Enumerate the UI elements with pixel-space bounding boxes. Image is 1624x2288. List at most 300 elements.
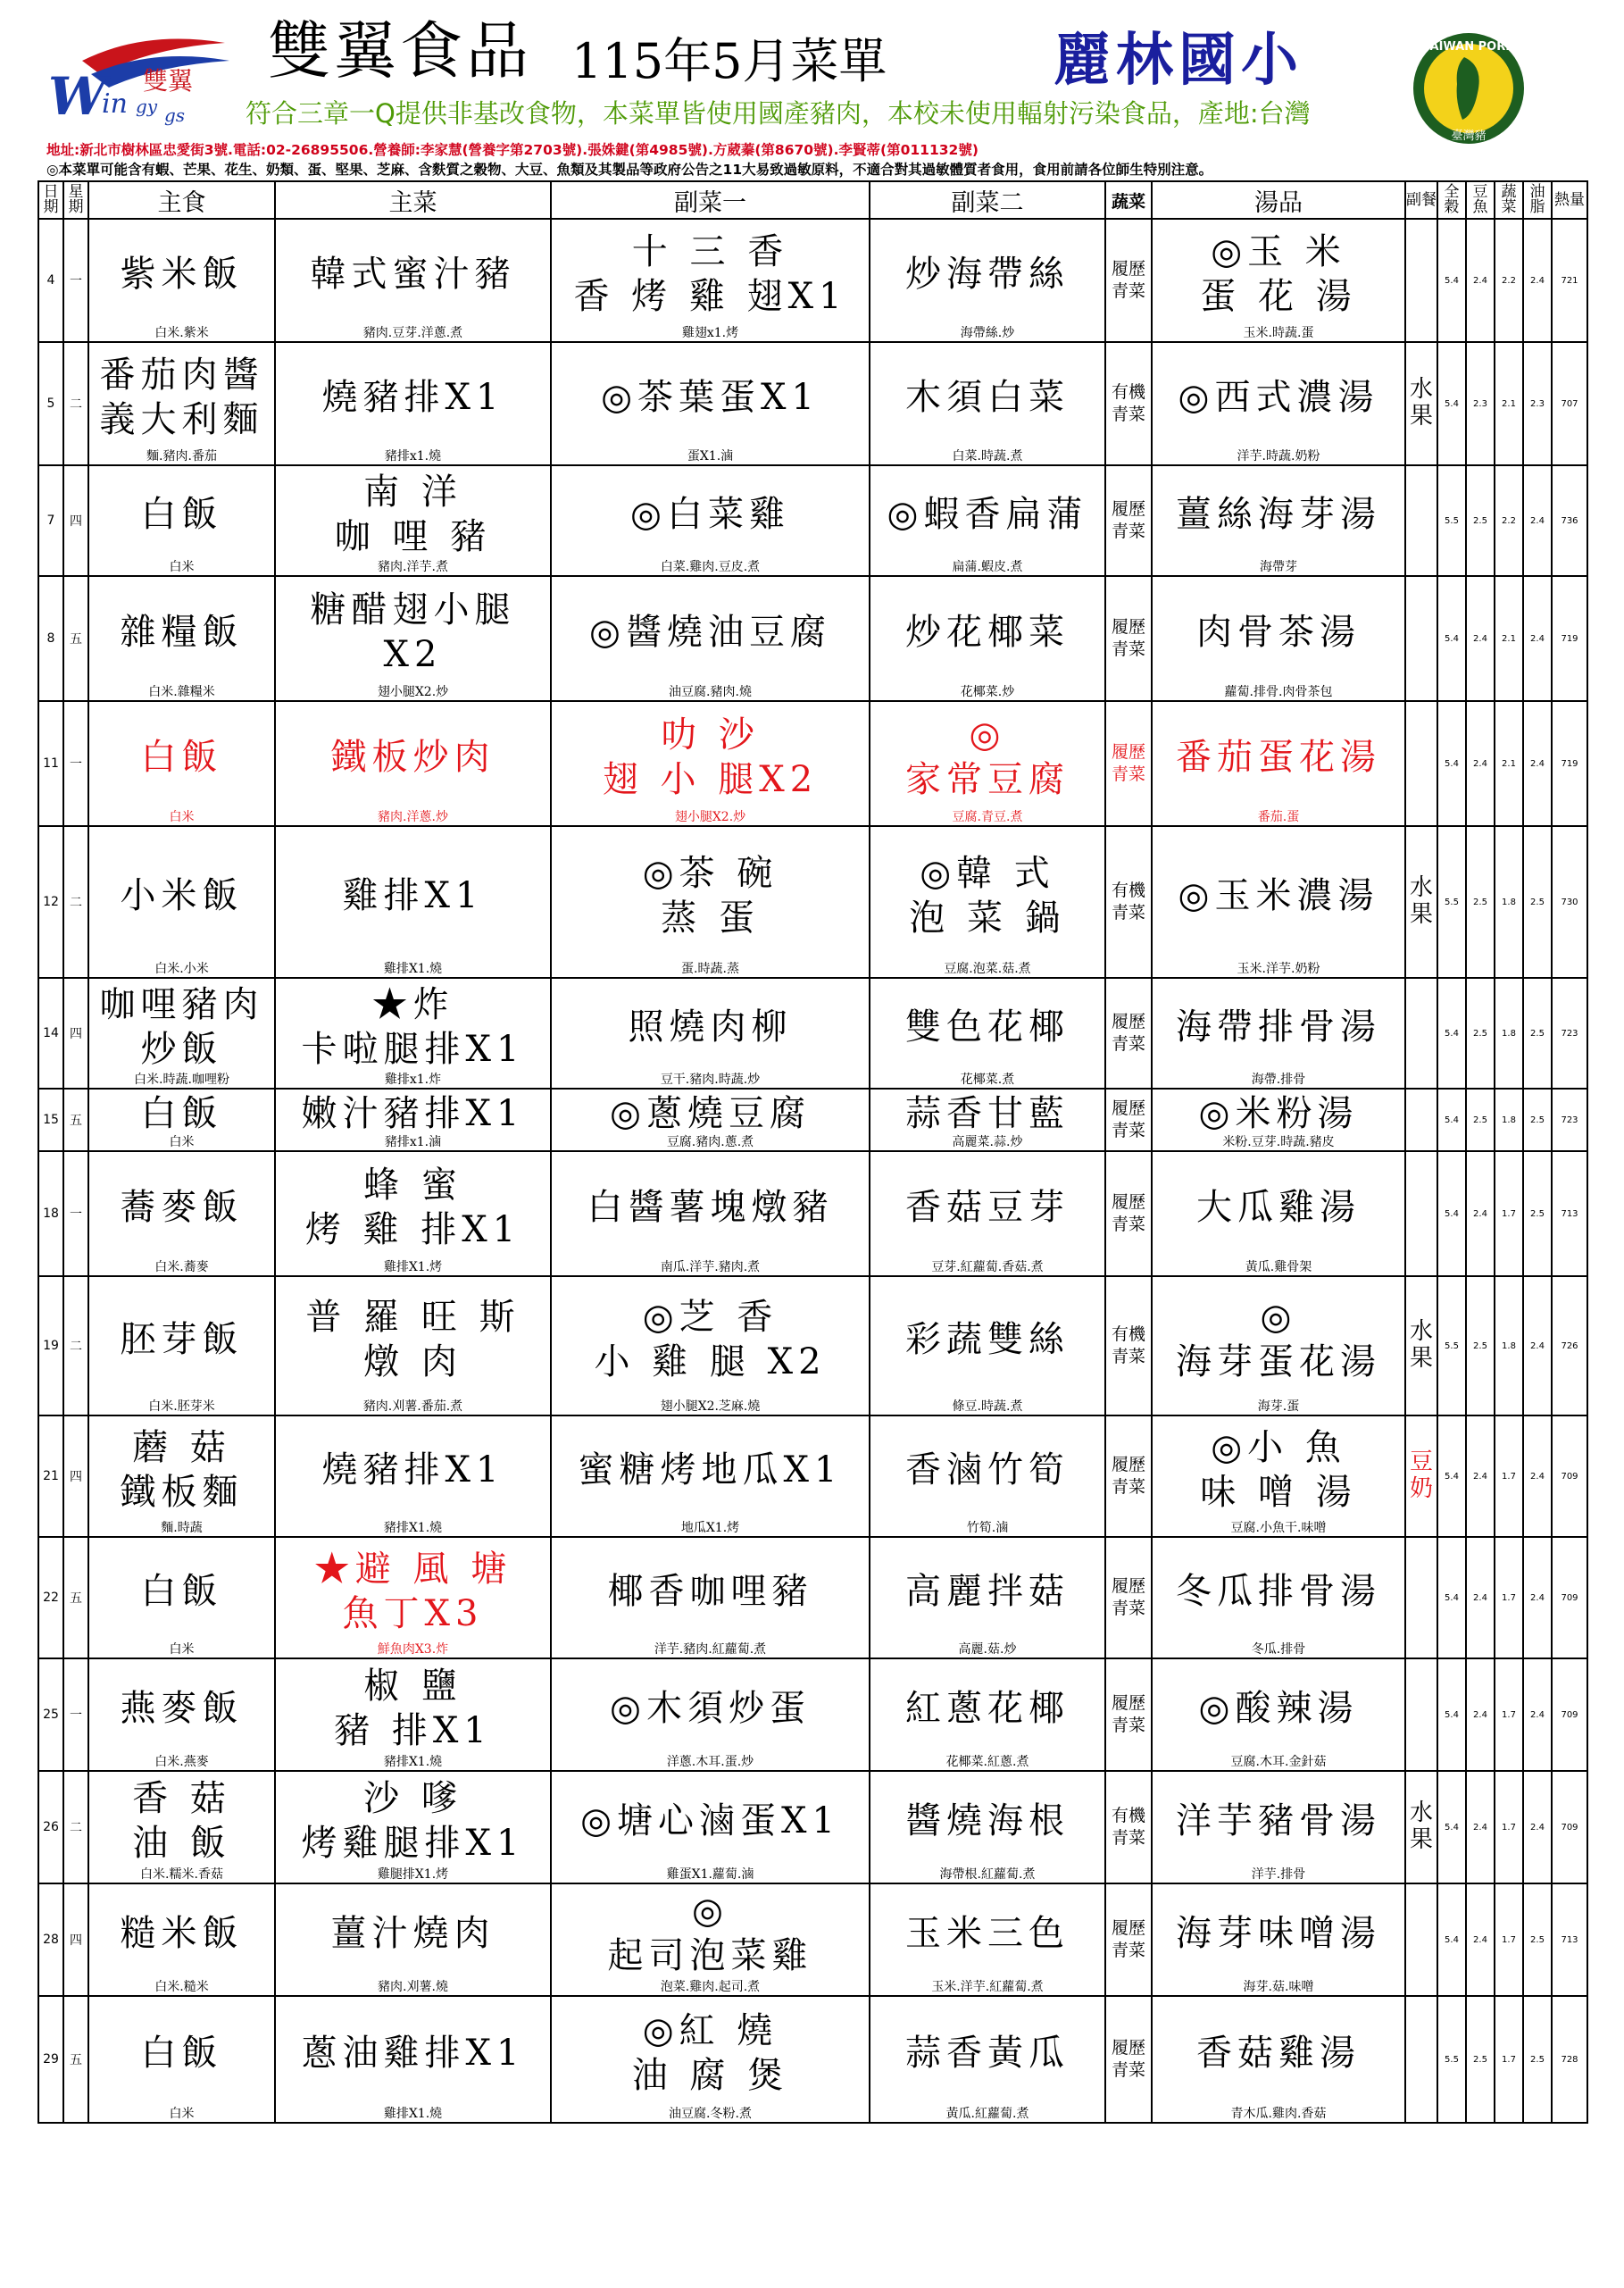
extra-cell: [1405, 1996, 1437, 2123]
calories-value: 709: [1552, 1771, 1587, 1883]
staple-ingredients: 麵.時蔬: [161, 1521, 203, 1535]
veg-cell: 有機 青菜: [1105, 1771, 1152, 1883]
side1-cell: [551, 1089, 870, 1151]
main-name: 韓式蜜汁豬: [310, 254, 516, 295]
main-name: 蔥油雞排X1: [301, 2033, 525, 2074]
protein-value: 2.4: [1466, 1771, 1495, 1883]
side2-name: 蒜香黃瓜: [905, 2033, 1070, 2074]
staple-ingredients: 白米.小米: [154, 962, 209, 976]
grain-value: 5.4: [1437, 1771, 1466, 1883]
row-date: 5: [38, 342, 63, 465]
side1-ingredients: 地瓜X1.烤: [680, 1521, 740, 1535]
row-weekday: 二: [63, 342, 88, 465]
company-logo: [46, 25, 243, 132]
veg-cell: 有機 青菜: [1105, 342, 1152, 465]
staple-ingredients: 白米: [169, 1642, 195, 1657]
side1-cell: [551, 1537, 870, 1658]
side2-cell: [870, 219, 1105, 342]
main-name: 蜂 蜜 烤 雞 排X1: [304, 1165, 521, 1250]
col-staple: 主食: [88, 181, 275, 219]
side1-ingredients: 油豆腐.豬肉.燒: [669, 685, 752, 699]
side1-cell: [551, 1883, 870, 1996]
protein-value: 2.4: [1466, 1883, 1495, 1996]
side2-ingredients: 玉米.洋芋.紅蘿蔔.煮: [931, 1980, 1044, 1994]
row-date: 22: [38, 1537, 63, 1658]
row-weekday: 二: [63, 1276, 88, 1415]
svg-text:gs: gs: [164, 104, 186, 126]
main-cell: [275, 826, 551, 978]
side1-ingredients: 豆腐.豬肉.蔥.煮: [666, 1135, 754, 1149]
side2-ingredients: 竹筍.滷: [966, 1521, 1009, 1535]
grain-value: 5.4: [1437, 1089, 1466, 1151]
main-name: 糖醋翅小腿 X2: [310, 589, 516, 675]
main-ingredients: 豬肉.刈薯.番茄.煮: [362, 1399, 463, 1414]
extra-cell: 豆 奶: [1405, 1415, 1437, 1537]
svg-text:in: in: [102, 88, 128, 120]
oil-value: 2.4: [1523, 1658, 1552, 1771]
col-soup: 湯品: [1152, 181, 1405, 219]
side1-name: ◎塘心滷蛋X1: [580, 1800, 840, 1841]
side2-name: 高麗拌菇: [905, 1571, 1070, 1612]
staple-cell: [88, 1415, 275, 1537]
side2-cell: [870, 1415, 1105, 1537]
staple-cell: [88, 465, 275, 576]
row-date: 25: [38, 1658, 63, 1771]
side1-name: ◎蔥燒豆腐: [610, 1093, 811, 1134]
veg-cell: 有機 青菜: [1105, 1276, 1152, 1415]
staple-ingredients: 白米: [169, 1135, 195, 1149]
side1-cell: [551, 219, 870, 342]
side1-ingredients: 蛋.時蔬.蒸: [681, 962, 739, 976]
soup-ingredients: 海芽.菇.味噌: [1243, 1980, 1314, 1994]
row-date: 14: [38, 978, 63, 1089]
side1-cell: [551, 1658, 870, 1771]
side2-cell: [870, 1658, 1105, 1771]
side1-name: ◎茶 碗 蒸 蛋: [642, 853, 779, 939]
oil-value: 2.3: [1523, 342, 1552, 465]
main-cell: [275, 1658, 551, 1771]
side2-ingredients: 豆芽.紅蘿蔔.香菇.煮: [931, 1260, 1044, 1274]
menu-row: [38, 1883, 1587, 1996]
soup-cell: [1152, 576, 1405, 701]
protein-value: 2.4: [1466, 576, 1495, 701]
calories-value: 719: [1552, 576, 1587, 701]
grain-value: 5.4: [1437, 701, 1466, 826]
side1-cell: [551, 1151, 870, 1276]
staple-name: 白飯: [140, 1571, 223, 1612]
side2-ingredients: 海帶絲.炒: [960, 326, 1015, 340]
grain-value: 5.5: [1437, 1996, 1466, 2123]
main-ingredients: 豬排X1.燒: [383, 1755, 443, 1769]
soup-ingredients: 番茄.蛋: [1257, 810, 1300, 824]
staple-name: 紫米飯: [120, 254, 244, 295]
staple-name: 燕麥飯: [120, 1688, 244, 1729]
side1-name: 椰香咖哩豬: [607, 1571, 813, 1612]
staple-cell: [88, 576, 275, 701]
main-cell: [275, 1996, 551, 2123]
main-cell: [275, 1415, 551, 1537]
row-date: 28: [38, 1883, 63, 1996]
main-name: 燒豬排X1: [321, 1449, 504, 1491]
row-weekday: 一: [63, 1151, 88, 1276]
soup-ingredients: 玉米.時蔬.蛋: [1243, 326, 1314, 340]
main-ingredients: 雞排X1.烤: [383, 1260, 443, 1274]
vegetable-value: 1.7: [1495, 1151, 1523, 1276]
extra-cell: [1405, 576, 1437, 701]
oil-value: 2.5: [1523, 1996, 1552, 2123]
side2-name: 木須白菜: [905, 377, 1070, 418]
vegetable-value: 2.1: [1495, 701, 1523, 826]
grain-value: 5.4: [1437, 1415, 1466, 1537]
row-date: 26: [38, 1771, 63, 1883]
soup-name: 薑絲海芽湯: [1176, 494, 1381, 535]
row-weekday: 五: [63, 576, 88, 701]
main-cell: [275, 1883, 551, 1996]
main-name: 薑汁燒肉: [330, 1913, 496, 1954]
main-ingredients: 豬肉.豆芽.洋蔥.煮: [362, 326, 463, 340]
staple-ingredients: 白米: [169, 2107, 195, 2121]
side1-name: ◎茶葉蛋X1: [601, 377, 820, 418]
main-ingredients: 豬肉.刈薯.燒: [378, 1980, 448, 1994]
protein-value: 2.3: [1466, 342, 1495, 465]
soup-name: ◎酸辣湯: [1198, 1688, 1359, 1729]
side1-ingredients: 翅小腿X2.炒: [674, 810, 746, 824]
calories-value: 728: [1552, 1996, 1587, 2123]
side2-name: 香菇豆芽: [905, 1187, 1070, 1228]
soup-cell: [1152, 219, 1405, 342]
veg-cell: 履歷 青菜: [1105, 1151, 1152, 1276]
main-cell: [275, 978, 551, 1089]
vegetable-value: 2.1: [1495, 342, 1523, 465]
calories-value: 723: [1552, 978, 1587, 1089]
main-name: 椒 鹽 豬 排X1: [334, 1666, 492, 1751]
protein-value: 2.4: [1466, 1415, 1495, 1537]
svg-text:W: W: [48, 66, 107, 127]
soup-ingredients: 黃瓜.雞骨架: [1245, 1260, 1312, 1274]
staple-cell: [88, 1276, 275, 1415]
side1-name: ◎紅 燒 油 腐 煲: [631, 2010, 789, 2096]
soup-ingredients: 豆腐.木耳.金針菇: [1230, 1755, 1327, 1769]
protein-value: 2.4: [1466, 701, 1495, 826]
menu-row: [38, 342, 1587, 465]
staple-cell: [88, 1089, 275, 1151]
side1-name: ◎ 起司泡菜雞: [607, 1891, 813, 1976]
soup-name: ◎米粉湯: [1198, 1093, 1359, 1134]
main-name: ★炸 卡啦腿排X1: [301, 984, 525, 1070]
row-weekday: 四: [63, 1415, 88, 1537]
soup-name: 香菇雞湯: [1196, 2033, 1361, 2074]
main-ingredients: 豬排X1.燒: [383, 1521, 443, 1535]
col-oil: 油脂: [1523, 181, 1552, 219]
side1-cell: [551, 465, 870, 576]
grain-value: 5.5: [1437, 465, 1466, 576]
calories-value: 736: [1552, 465, 1587, 576]
staple-name: 糙米飯: [120, 1913, 244, 1954]
staple-ingredients: 白米: [169, 810, 195, 824]
side1-name: 蜜糖烤地瓜X1: [578, 1449, 843, 1491]
staple-ingredients: 白米.時蔬.咖哩粉: [134, 1073, 229, 1087]
soup-cell: [1152, 342, 1405, 465]
contact-info: 地址:新北市樹林區忠愛街3號.電話:02-26895506.營養師:李家慧(營養字第2703號).張姝鍵(第4985號).方葳蓁(第8670號).李賢蒂(第011132號): [46, 142, 979, 158]
soup-name: 海芽味噌湯: [1176, 1913, 1381, 1954]
protein-value: 2.4: [1466, 1151, 1495, 1276]
side2-cell: [870, 1883, 1105, 1996]
oil-value: 2.4: [1523, 219, 1552, 342]
vegetable-value: 2.2: [1495, 465, 1523, 576]
oil-value: 2.5: [1523, 978, 1552, 1089]
extra-cell: 水 果: [1405, 1771, 1437, 1883]
extra-cell: [1405, 465, 1437, 576]
staple-cell: [88, 826, 275, 978]
row-date: 15: [38, 1089, 63, 1151]
side2-name: ◎韓 式 泡 菜 鍋: [909, 853, 1066, 939]
side1-cell: [551, 826, 870, 978]
grain-value: 5.4: [1437, 1658, 1466, 1771]
soup-cell: [1152, 465, 1405, 576]
staple-cell: [88, 219, 275, 342]
vegetable-value: 1.7: [1495, 1771, 1523, 1883]
side1-cell: [551, 342, 870, 465]
vegetable-value: 1.7: [1495, 1658, 1523, 1771]
staple-name: 蘑 菇 鐵板麵: [120, 1427, 244, 1513]
soup-name: ◎ 海芽蛋花湯: [1176, 1297, 1381, 1382]
staple-ingredients: 白米.蕎麥: [154, 1260, 209, 1274]
protein-value: 2.5: [1466, 1276, 1495, 1415]
side2-name: 炒海帶絲: [905, 254, 1070, 295]
row-weekday: 二: [63, 1771, 88, 1883]
staple-ingredients: 白米.紫米: [154, 326, 209, 340]
main-name: 燒豬排X1: [321, 377, 504, 418]
extra-cell: [1405, 1537, 1437, 1658]
menu-row: [38, 826, 1587, 978]
calories-value: 709: [1552, 1537, 1587, 1658]
extra-cell: 水 果: [1405, 1276, 1437, 1415]
side2-name: ◎ 家常豆腐: [905, 714, 1070, 800]
main-ingredients: 雞排X1.燒: [383, 962, 443, 976]
col-calories: 熱量: [1552, 181, 1587, 219]
staple-name: 白飯: [140, 494, 223, 535]
main-ingredients: 豬排x1.燒: [384, 449, 442, 463]
staple-name: 胚芽飯: [120, 1319, 244, 1360]
side1-ingredients: 洋蔥.木耳.蛋.炒: [666, 1755, 754, 1769]
staple-ingredients: 白米.糙米: [154, 1980, 209, 1994]
main-ingredients: 雞排x1.炸: [384, 1073, 442, 1087]
soup-cell: [1152, 1415, 1405, 1537]
side1-ingredients: 蛋X1.滷: [687, 449, 734, 463]
protein-value: 2.5: [1466, 978, 1495, 1089]
main-cell: [275, 1089, 551, 1151]
extra-cell: 水 果: [1405, 342, 1437, 465]
soup-ingredients: 冬瓜.排骨: [1251, 1642, 1306, 1657]
main-ingredients: 雞腿排X1.烤: [377, 1867, 449, 1882]
calories-value: 726: [1552, 1276, 1587, 1415]
soup-name: 番茄蛋花湯: [1176, 737, 1381, 778]
side1-ingredients: 南瓜.洋芋.豬肉.煮: [660, 1260, 761, 1274]
side2-name: 蒜香甘藍: [905, 1093, 1070, 1134]
side1-ingredients: 雞翅x1.烤: [681, 326, 739, 340]
vegetable-value: 2.1: [1495, 576, 1523, 701]
menu-row: [38, 701, 1587, 826]
side1-ingredients: 泡菜.雞肉.起司.煮: [660, 1980, 761, 1994]
side1-cell: [551, 576, 870, 701]
side2-ingredients: 花椰菜.煮: [960, 1073, 1015, 1087]
oil-value: 2.5: [1523, 826, 1552, 978]
staple-name: 雜糧飯: [120, 612, 244, 653]
oil-value: 2.5: [1523, 1151, 1552, 1276]
main-cell: [275, 1276, 551, 1415]
menu-row: [38, 1658, 1587, 1771]
veg-cell: 履歷 青菜: [1105, 1658, 1152, 1771]
side2-name: 彩蔬雙絲: [905, 1319, 1070, 1360]
vegetable-value: 2.2: [1495, 219, 1523, 342]
protein-value: 2.4: [1466, 219, 1495, 342]
table-header-row: [38, 181, 1587, 219]
menu-row: [38, 219, 1587, 342]
side2-cell: [870, 1276, 1105, 1415]
side1-ingredients: 雞蛋X1.蘿蔔.滷: [666, 1867, 754, 1882]
main-cell: [275, 701, 551, 826]
col-veg: 蔬菜: [1105, 181, 1152, 219]
protein-value: 2.5: [1466, 465, 1495, 576]
calories-value: 707: [1552, 342, 1587, 465]
main-cell: [275, 465, 551, 576]
side2-ingredients: 高麗菜.蒜.炒: [952, 1135, 1023, 1149]
protein-value: 2.5: [1466, 1089, 1495, 1151]
calories-value: 709: [1552, 1658, 1587, 1771]
oil-value: 2.4: [1523, 1276, 1552, 1415]
protein-value: 2.5: [1466, 826, 1495, 978]
staple-cell: [88, 1996, 275, 2123]
row-date: 12: [38, 826, 63, 978]
side2-ingredients: 扁蒲.蝦皮.煮: [952, 560, 1023, 574]
soup-cell: [1152, 1276, 1405, 1415]
row-weekday: 一: [63, 219, 88, 342]
col-grain: 全穀: [1437, 181, 1466, 219]
protein-value: 2.4: [1466, 1537, 1495, 1658]
side1-name: ◎醬燒油豆腐: [589, 612, 831, 653]
staple-ingredients: 白米.燕麥: [154, 1755, 209, 1769]
oil-value: 2.4: [1523, 1415, 1552, 1537]
main-name: 沙 嗲 烤雞腿排X1: [301, 1778, 525, 1864]
main-ingredients: 鮮魚肉X3.炸: [377, 1642, 449, 1657]
staple-ingredients: 白米: [169, 560, 195, 574]
veg-cell: 履歷 青菜: [1105, 1537, 1152, 1658]
side2-ingredients: 海帶根.紅蘿蔔.煮: [939, 1867, 1036, 1882]
vegetable-value: 1.7: [1495, 1415, 1523, 1537]
row-date: 11: [38, 701, 63, 826]
side2-name: 醬燒海根: [905, 1800, 1070, 1841]
veg-cell: 履歷 青菜: [1105, 1996, 1152, 2123]
soup-name: 洋芋豬骨湯: [1176, 1800, 1381, 1841]
col-side2: 副菜二: [870, 181, 1105, 219]
side2-ingredients: 黃瓜.紅蘿蔔.煮: [945, 2107, 1029, 2121]
staple-name: 香 菇 油 飯: [132, 1778, 231, 1864]
vegetable-value: 1.8: [1495, 1276, 1523, 1415]
menu-row: [38, 1771, 1587, 1883]
row-date: 4: [38, 219, 63, 342]
staple-cell: [88, 1658, 275, 1771]
row-weekday: 一: [63, 1658, 88, 1771]
soup-ingredients: 洋芋.時蔬.奶粉: [1237, 449, 1320, 463]
soup-ingredients: 海帶芽: [1260, 560, 1297, 574]
main-name: 鐵板炒肉: [330, 737, 496, 778]
vegetable-value: 1.8: [1495, 1089, 1523, 1151]
menu-row: [38, 576, 1587, 701]
soup-cell: [1152, 1883, 1405, 1996]
soup-cell: [1152, 701, 1405, 826]
soup-ingredients: 豆腐.小魚干.味噌: [1230, 1521, 1327, 1535]
company-title: 雙翼食品: [268, 14, 532, 88]
side2-cell: [870, 826, 1105, 978]
calories-value: 721: [1552, 219, 1587, 342]
side1-cell: [551, 1996, 870, 2123]
soup-ingredients: 米粉.豆芽.時蔬.豬皮: [1222, 1135, 1335, 1149]
side1-cell: [551, 1415, 870, 1537]
svg-text:雙翼: 雙翼: [143, 66, 194, 96]
veg-cell: 履歷 青菜: [1105, 465, 1152, 576]
allergy-notice: ◎本菜單可能含有蝦、芒果、花生、奶類、蛋、堅果、芝麻、含麩質之穀物、大豆、魚類及其製品等政府公告之11大易致過敏原料，不適合對其過敏體質者食用，食用前請各位師生特別注意。: [46, 162, 1213, 178]
row-date: 19: [38, 1276, 63, 1415]
side2-name: 紅蔥花椰: [905, 1688, 1070, 1729]
main-ingredients: 雞排X1.燒: [383, 2107, 443, 2121]
soup-ingredients: 海帶.排骨: [1251, 1073, 1306, 1087]
soup-name: ◎小 魚 味 噌 湯: [1200, 1427, 1357, 1513]
veg-cell: 履歷 青菜: [1105, 219, 1152, 342]
side2-name: ◎蝦香扁蒲: [887, 494, 1088, 535]
side2-cell: [870, 978, 1105, 1089]
row-date: 21: [38, 1415, 63, 1537]
menu-row: [38, 1276, 1587, 1415]
vegetable-value: 1.8: [1495, 978, 1523, 1089]
oil-value: 2.4: [1523, 576, 1552, 701]
col-main: 主菜: [275, 181, 551, 219]
soup-name: 大瓜雞湯: [1196, 1187, 1361, 1228]
extra-cell: [1405, 1658, 1437, 1771]
soup-ingredients: 蘿蔔.排骨.肉骨茶包: [1224, 685, 1333, 699]
menu-table: [37, 180, 1588, 2124]
side1-ingredients: 白菜.雞肉.豆皮.煮: [660, 560, 761, 574]
col-weekday: 星期: [63, 181, 88, 219]
grain-value: 5.4: [1437, 576, 1466, 701]
soup-name: ◎玉 米 蛋 花 湯: [1200, 231, 1357, 317]
main-cell: [275, 576, 551, 701]
menu-body: [38, 219, 1587, 2123]
row-weekday: 四: [63, 1883, 88, 1996]
side1-cell: [551, 978, 870, 1089]
grain-value: 5.4: [1437, 1537, 1466, 1658]
side2-name: 炒花椰菜: [905, 612, 1070, 653]
side2-ingredients: 花椰菜.紅蔥.煮: [945, 1755, 1029, 1769]
side2-ingredients: 花椰菜.炒: [960, 685, 1015, 699]
staple-ingredients: 白米.胚芽米: [148, 1399, 215, 1414]
grain-value: 5.4: [1437, 1883, 1466, 1996]
soup-name: 冬瓜排骨湯: [1176, 1571, 1381, 1612]
staple-cell: [88, 1151, 275, 1276]
main-cell: [275, 342, 551, 465]
staple-cell: [88, 701, 275, 826]
soup-cell: [1152, 1537, 1405, 1658]
staple-cell: [88, 1771, 275, 1883]
side1-ingredients: 翅小腿X2.芝麻.燒: [660, 1399, 761, 1414]
col-protein: 豆魚: [1466, 181, 1495, 219]
grain-value: 5.4: [1437, 1151, 1466, 1276]
oil-value: 2.4: [1523, 465, 1552, 576]
vegetable-value: 1.8: [1495, 826, 1523, 978]
grain-value: 5.4: [1437, 219, 1466, 342]
staple-name: 白飯: [140, 1093, 223, 1134]
veg-cell: 有機 青菜: [1105, 826, 1152, 978]
menu-row: [38, 1996, 1587, 2123]
